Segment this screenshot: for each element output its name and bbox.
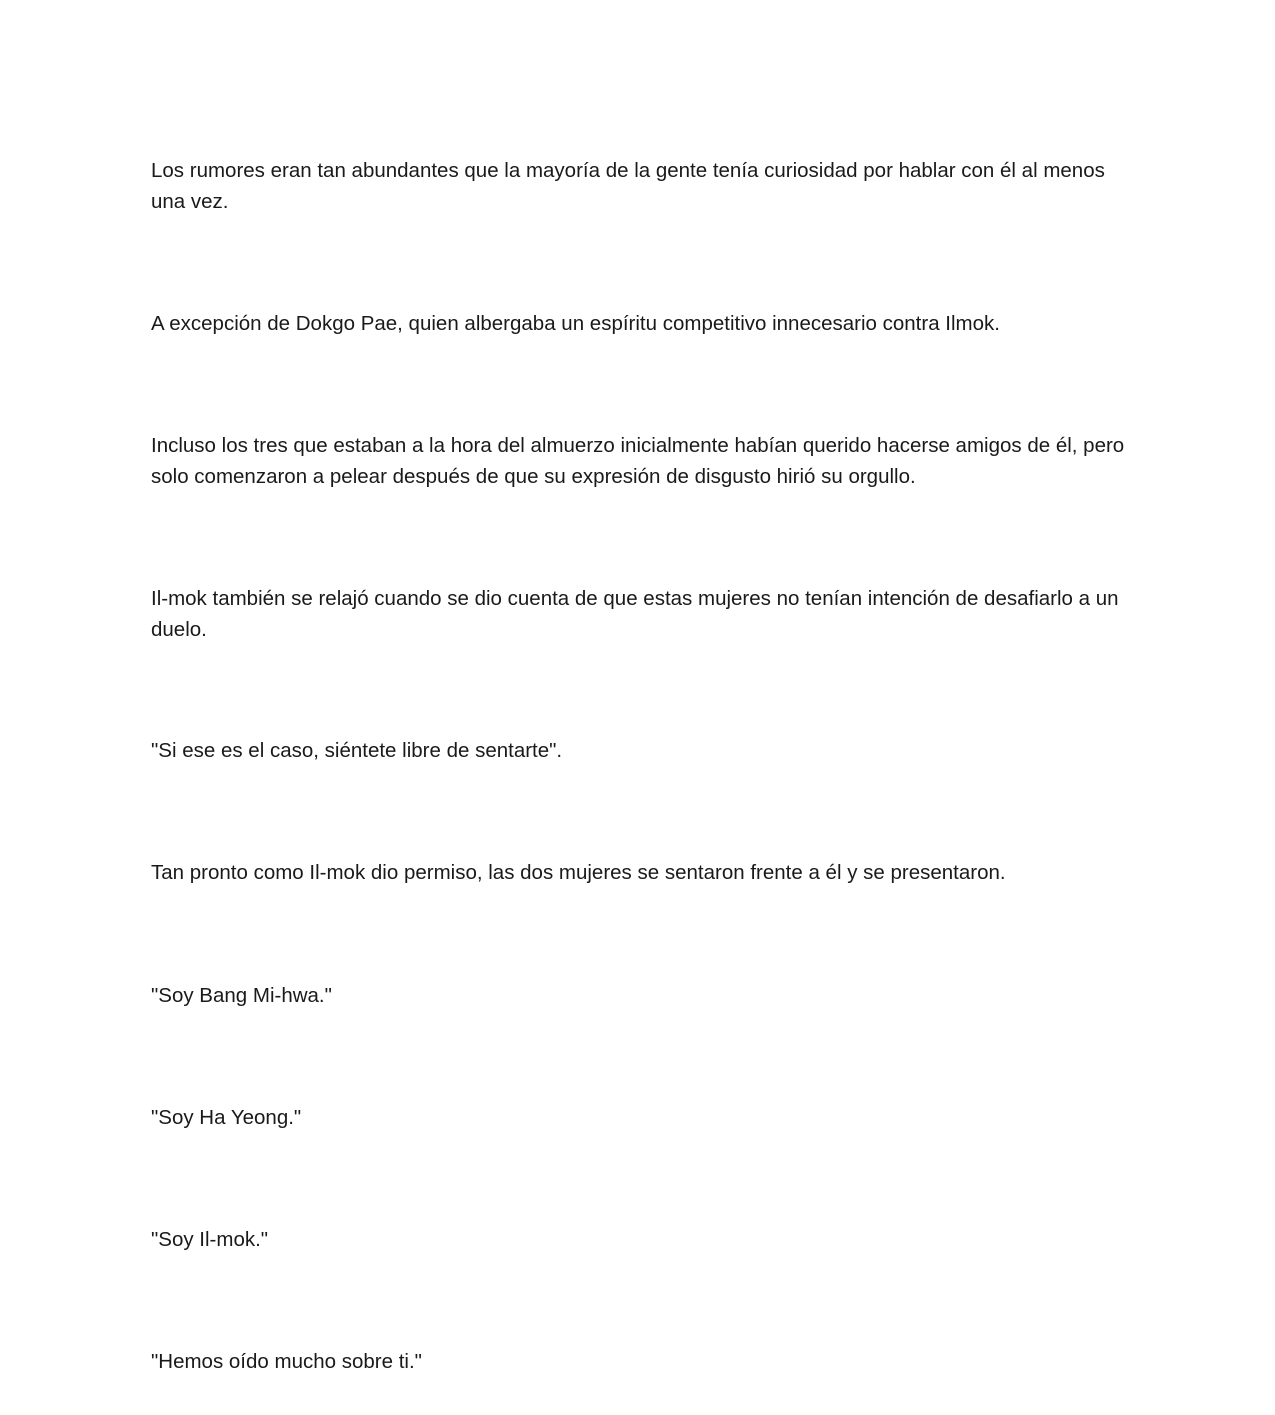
- dialogue-line: "Soy Il-mok.": [151, 1228, 269, 1251]
- dialogue-line: "Soy Ha Yeong.": [151, 1106, 302, 1129]
- dialogue-line: "Si ese es el caso, siéntete libre de sentarte".: [151, 739, 563, 762]
- dialogue-line: "Soy Bang Mi-hwa.": [151, 984, 332, 1007]
- paragraph: A excepción de Dokgo Pae, quien albergaba un espíritu competitivo innecesario contra Ilmok.: [151, 312, 1000, 335]
- paragraph: Los rumores eran tan abundantes que la mayoría de la gente tenía curiosidad por hablar con él al menos una vez.: [151, 159, 1105, 213]
- paragraph: Tan pronto como Il-mok dio permiso, las dos mujeres se sentaron frente a él y se presentaron.: [151, 861, 1006, 884]
- paragraph: Il-mok también se relajó cuando se dio cuenta de que estas mujeres no tenían intención de desafiarlo a un duelo.: [151, 587, 1119, 641]
- paragraph: Incluso los tres que estaban a la hora del almuerzo inicialmente habían querido hacerse amigos de él, pero solo comenzaron a pelear después de que su expresión de disgusto hirió su orgullo.: [151, 434, 1125, 488]
- dialogue-line: "Hemos oído mucho sobre ti.": [151, 1350, 422, 1373]
